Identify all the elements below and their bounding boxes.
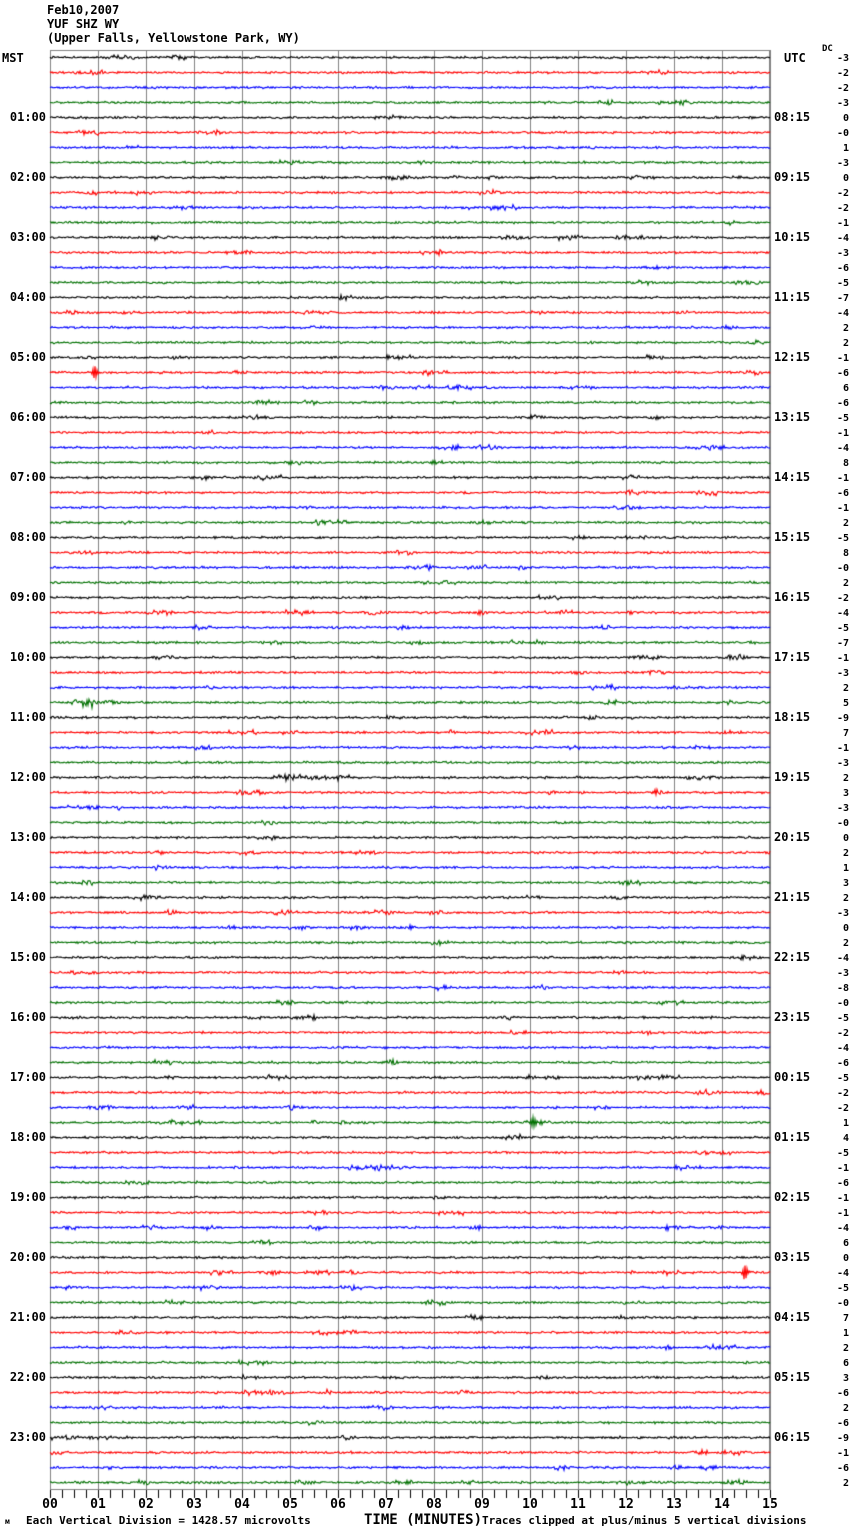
dc-offset-value: -7 bbox=[836, 637, 849, 649]
dc-offset-value: -6 bbox=[836, 1417, 849, 1429]
dc-offset-value: -3 bbox=[836, 802, 849, 814]
x-tick-label: 05 bbox=[282, 1497, 298, 1512]
utc-time-label: 16:15 bbox=[774, 589, 811, 604]
x-tick-label: 08 bbox=[426, 1497, 442, 1512]
dc-offset-value: 0 bbox=[842, 922, 849, 934]
dc-offset-value: 6 bbox=[842, 1357, 849, 1369]
x-tick-label: 04 bbox=[234, 1497, 250, 1512]
dc-offset-value: 1 bbox=[842, 142, 849, 154]
mst-time-label: 02:00 bbox=[9, 169, 46, 184]
dc-offset-value: -4 bbox=[836, 307, 849, 319]
dc-offset-value: -1 bbox=[836, 472, 849, 484]
dc-offset-value: -1 bbox=[836, 352, 849, 364]
dc-offset-value: 2 bbox=[842, 1342, 849, 1354]
dc-offset-value: -3 bbox=[836, 247, 849, 259]
watermark-glyph: м bbox=[5, 1517, 10, 1526]
dc-offset-value: 2 bbox=[842, 517, 849, 529]
dc-offset-value: -8 bbox=[836, 982, 849, 994]
mst-time-label: 03:00 bbox=[9, 229, 46, 244]
dc-offset-value: -2 bbox=[836, 592, 849, 604]
utc-time-label: 18:15 bbox=[774, 709, 811, 724]
dc-offset-value: -2 bbox=[836, 82, 849, 94]
x-tick-label: 01 bbox=[90, 1497, 106, 1512]
dc-offset-value: -0 bbox=[836, 127, 849, 139]
dc-offset-value: -4 bbox=[836, 1222, 849, 1234]
dc-offset-value: 0 bbox=[842, 832, 849, 844]
dc-offset-value: -2 bbox=[836, 1027, 849, 1039]
dc-offset-value: 2 bbox=[842, 322, 849, 334]
dc-offset-value: -5 bbox=[836, 622, 849, 634]
x-tick-label: 03 bbox=[186, 1497, 202, 1512]
dc-offset-value: -5 bbox=[836, 532, 849, 544]
dc-offset-value: -0 bbox=[836, 997, 849, 1009]
dc-offset-value: -3 bbox=[836, 52, 849, 64]
mst-time-label: 17:00 bbox=[9, 1069, 46, 1084]
dc-offset-value: -3 bbox=[836, 97, 849, 109]
dc-offset-value: 2 bbox=[842, 847, 849, 859]
mst-time-label: 01:00 bbox=[9, 109, 46, 124]
x-tick-label: 12 bbox=[618, 1497, 634, 1512]
dc-offset-value: 2 bbox=[842, 1402, 849, 1414]
mst-time-label: 06:00 bbox=[9, 409, 46, 424]
mst-time-label: 11:00 bbox=[9, 709, 46, 724]
clip-note: Traces clipped at plus/minus 5 vertical divisions bbox=[482, 1514, 807, 1527]
utc-time-label: 01:15 bbox=[774, 1129, 811, 1144]
dc-offset-value: -5 bbox=[836, 412, 849, 424]
mst-time-label: 20:00 bbox=[9, 1249, 46, 1264]
dc-offset-value: -4 bbox=[836, 232, 849, 244]
x-tick-label: 13 bbox=[666, 1497, 682, 1512]
mst-time-label: 13:00 bbox=[9, 829, 46, 844]
mst-time-label: 18:00 bbox=[9, 1129, 46, 1144]
dc-offset-value: 3 bbox=[842, 1372, 849, 1384]
x-tick-label: 10 bbox=[522, 1497, 538, 1512]
dc-offset-value: 2 bbox=[842, 892, 849, 904]
dc-offset-value: -5 bbox=[836, 277, 849, 289]
mst-time-label: 21:00 bbox=[9, 1309, 46, 1324]
dc-offset-value: -4 bbox=[836, 1042, 849, 1054]
mst-time-label: 15:00 bbox=[9, 949, 46, 964]
dc-offset-value: 2 bbox=[842, 682, 849, 694]
dc-offset-value: 2 bbox=[842, 937, 849, 949]
x-tick-label: 14 bbox=[714, 1497, 730, 1512]
dc-offset-value: -6 bbox=[836, 1057, 849, 1069]
dc-offset-value: -2 bbox=[836, 67, 849, 79]
utc-time-label: 22:15 bbox=[774, 949, 811, 964]
station-code: YUF SHZ WY bbox=[47, 17, 120, 31]
utc-time-label: 12:15 bbox=[774, 349, 811, 364]
x-tick-label: 15 bbox=[762, 1497, 778, 1512]
dc-offset-value: -3 bbox=[836, 757, 849, 769]
dc-offset-value: -1 bbox=[836, 652, 849, 664]
x-tick-label: 11 bbox=[570, 1497, 586, 1512]
x-tick-label: 09 bbox=[474, 1497, 490, 1512]
dc-offset-value: -5 bbox=[836, 1147, 849, 1159]
dc-offset-value: 0 bbox=[842, 172, 849, 184]
dc-offset-value: -2 bbox=[836, 187, 849, 199]
dc-offset-value: -1 bbox=[836, 1162, 849, 1174]
dc-offset-value: 1 bbox=[842, 1117, 849, 1129]
mst-time-label: 22:00 bbox=[9, 1369, 46, 1384]
right-timezone-label: UTC bbox=[784, 51, 806, 65]
dc-offset-value: -1 bbox=[836, 742, 849, 754]
mst-time-label: 07:00 bbox=[9, 469, 46, 484]
dc-offset-value: -1 bbox=[836, 1447, 849, 1459]
dc-offset-value: -4 bbox=[836, 442, 849, 454]
mst-time-label: 14:00 bbox=[9, 889, 46, 904]
utc-time-label: 10:15 bbox=[774, 229, 811, 244]
dc-offset-value: 8 bbox=[842, 457, 849, 469]
dc-offset-value: -1 bbox=[836, 427, 849, 439]
mst-time-label: 23:00 bbox=[9, 1429, 46, 1444]
dc-offset-value: -7 bbox=[836, 292, 849, 304]
utc-time-label: 15:15 bbox=[774, 529, 811, 544]
dc-offset-value: 0 bbox=[842, 1252, 849, 1264]
dc-offset-value: 7 bbox=[842, 727, 849, 739]
x-tick-label: 02 bbox=[138, 1497, 154, 1512]
dc-offset-value: -1 bbox=[836, 1207, 849, 1219]
utc-time-label: 20:15 bbox=[774, 829, 811, 844]
dc-offset-value: -9 bbox=[836, 1432, 849, 1444]
utc-time-label: 11:15 bbox=[774, 289, 811, 304]
mst-time-label: 04:00 bbox=[9, 289, 46, 304]
utc-time-label: 02:15 bbox=[774, 1189, 811, 1204]
dc-offset-value: -1 bbox=[836, 1192, 849, 1204]
dc-offset-value: 2 bbox=[842, 772, 849, 784]
dc-offset-value: -4 bbox=[836, 952, 849, 964]
utc-time-label: 09:15 bbox=[774, 169, 811, 184]
dc-offset-value: -9 bbox=[836, 712, 849, 724]
x-axis-title: TIME (MINUTES) bbox=[364, 1512, 483, 1528]
x-tick-label: 07 bbox=[378, 1497, 394, 1512]
dc-column-label: DC bbox=[822, 44, 833, 54]
mst-time-label: 19:00 bbox=[9, 1189, 46, 1204]
scale-note: Each Vertical Division = 1428.57 microvolts bbox=[26, 1514, 311, 1527]
dc-offset-value: 6 bbox=[842, 382, 849, 394]
x-tick-label: 00 bbox=[42, 1497, 58, 1512]
mst-time-label: 05:00 bbox=[9, 349, 46, 364]
dc-offset-value: 3 bbox=[842, 787, 849, 799]
dc-offset-value: 2 bbox=[842, 337, 849, 349]
utc-time-label: 06:15 bbox=[774, 1429, 811, 1444]
dc-offset-value: -0 bbox=[836, 1297, 849, 1309]
mst-time-label: 09:00 bbox=[9, 589, 46, 604]
left-timezone-label: MST bbox=[2, 51, 24, 65]
record-date: Feb10,2007 bbox=[47, 3, 120, 17]
dc-offset-value: -2 bbox=[836, 202, 849, 214]
utc-time-label: 00:15 bbox=[774, 1069, 811, 1084]
dc-offset-value: 3 bbox=[842, 877, 849, 889]
mst-time-label: 10:00 bbox=[9, 649, 46, 664]
dc-offset-value: 8 bbox=[842, 547, 849, 559]
dc-offset-value: -3 bbox=[836, 907, 849, 919]
utc-time-label: 04:15 bbox=[774, 1309, 811, 1324]
dc-offset-value: -1 bbox=[836, 502, 849, 514]
dc-offset-value: -0 bbox=[836, 817, 849, 829]
dc-offset-value: -6 bbox=[836, 1462, 849, 1474]
utc-time-label: 03:15 bbox=[774, 1249, 811, 1264]
station-location: (Upper Falls, Yellowstone Park, WY) bbox=[47, 31, 300, 45]
mst-time-label: 16:00 bbox=[9, 1009, 46, 1024]
dc-offset-value: -6 bbox=[836, 487, 849, 499]
dc-offset-value: -6 bbox=[836, 397, 849, 409]
dc-offset-value: -4 bbox=[836, 607, 849, 619]
utc-time-label: 05:15 bbox=[774, 1369, 811, 1384]
dc-offset-value: -3 bbox=[836, 667, 849, 679]
utc-time-label: 23:15 bbox=[774, 1009, 811, 1024]
dc-offset-value: -2 bbox=[836, 1102, 849, 1114]
dc-offset-value: -0 bbox=[836, 562, 849, 574]
dc-offset-value: 0 bbox=[842, 112, 849, 124]
dc-offset-value: -3 bbox=[836, 157, 849, 169]
dc-offset-value: -5 bbox=[836, 1012, 849, 1024]
x-tick-label: 06 bbox=[330, 1497, 346, 1512]
dc-offset-value: -6 bbox=[836, 262, 849, 274]
dc-offset-value: 7 bbox=[842, 1312, 849, 1324]
dc-offset-value: 1 bbox=[842, 862, 849, 874]
dc-offset-value: -2 bbox=[836, 1087, 849, 1099]
dc-offset-value: -1 bbox=[836, 217, 849, 229]
mst-time-label: 08:00 bbox=[9, 529, 46, 544]
utc-time-label: 17:15 bbox=[774, 649, 811, 664]
dc-offset-value: 2 bbox=[842, 1477, 849, 1489]
utc-time-label: 19:15 bbox=[774, 769, 811, 784]
utc-time-label: 08:15 bbox=[774, 109, 811, 124]
dc-offset-value: 4 bbox=[842, 1132, 849, 1144]
utc-time-label: 21:15 bbox=[774, 889, 811, 904]
dc-offset-value: -4 bbox=[836, 1267, 849, 1279]
dc-offset-value: 2 bbox=[842, 577, 849, 589]
utc-time-label: 14:15 bbox=[774, 469, 811, 484]
utc-time-label: 13:15 bbox=[774, 409, 811, 424]
dc-offset-value: -5 bbox=[836, 1072, 849, 1084]
dc-offset-value: -3 bbox=[836, 967, 849, 979]
dc-offset-value: 5 bbox=[842, 697, 849, 709]
dc-offset-value: -6 bbox=[836, 1177, 849, 1189]
dc-offset-value: 6 bbox=[842, 1237, 849, 1249]
mst-time-label: 12:00 bbox=[9, 769, 46, 784]
dc-offset-value: 1 bbox=[842, 1327, 849, 1339]
dc-offset-value: -6 bbox=[836, 1387, 849, 1399]
dc-offset-value: -6 bbox=[836, 367, 849, 379]
dc-offset-value: -5 bbox=[836, 1282, 849, 1294]
